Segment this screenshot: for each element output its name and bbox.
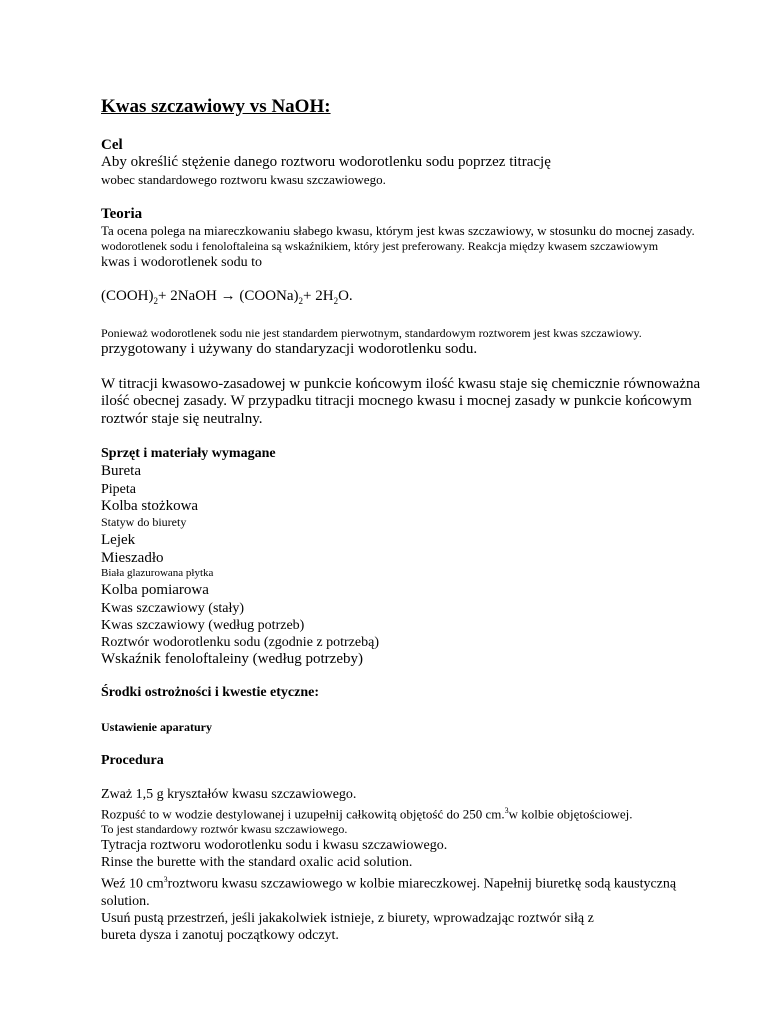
list-item: Pipeta	[101, 481, 136, 497]
eq-part-c: + 2H	[303, 287, 334, 304]
teoria-p2-line-2: przygotowany i używany do standaryzacji wodorotlenku sodu.	[101, 341, 478, 357]
list-item: Roztwór wodorotlenku sodu (zgodnie z potrzebą)	[101, 634, 379, 650]
section-sprzet	[101, 445, 741, 668]
procedura-line-2b: w kolbie objętościowej.	[508, 806, 633, 822]
procedura-line-6a: Weź 10 cm	[101, 876, 164, 892]
document-title: Kwas szczawiowy vs NaOH:	[101, 96, 331, 117]
teoria-p3-line-1: W titracji kwasowo-zasadowej w punkcie końcowym ilość kwasu staje się chemicznie równoważna	[101, 375, 701, 392]
procedura-line-7: solution.	[101, 893, 150, 909]
procedura-line-3: To jest standardowy roztwór kwasu szczawiowego.	[101, 822, 348, 837]
cel-heading: Cel	[101, 137, 123, 153]
teoria-heading: Teoria	[101, 205, 143, 222]
eq-part-b: + 2NaOH → (COONa)	[158, 287, 299, 304]
procedura-line-6b: roztworu kwasu szczawiowego w kolbie miareczkowej. Napełnij biuretkę sodą kaustyczną	[167, 876, 677, 892]
teoria-line-2: wodorotlenek sodu i fenoloftaleina są wskaźnikiem, który jest preferowany. Reakcja między kwasem szczawiowym	[101, 238, 659, 253]
teoria-p3-line-3: roztwór staje się neutralny.	[101, 410, 263, 427]
document-page	[101, 96, 741, 944]
cel-line-2: wobec standardowego roztworu kwasu szczawiowego.	[101, 171, 386, 187]
teoria-line-3: kwas i wodorotlenek sodu to	[101, 254, 262, 270]
eq-sub-1: 2	[153, 295, 158, 306]
list-item: Kolba pomiarowa	[101, 582, 209, 598]
section-cel	[101, 136, 741, 188]
list-item: Kwas szczawiowy (stały)	[101, 600, 245, 616]
list-item: Wskaźnik fenoloftaleiny (według potrzeby)	[101, 650, 363, 667]
srodki-heading: Środki ostrożności i kwestie etyczne:	[101, 685, 320, 700]
list-item: Biała glazurowana płytka	[101, 567, 214, 579]
ustawienie-heading: Ustawienie aparatury	[101, 720, 212, 734]
procedura-line-4: Tytracja roztworu wodorotlenku sodu i kwasu szczawiowego.	[101, 838, 448, 854]
list-item: Statyw do biurety	[101, 515, 187, 529]
teoria-line-1: Ta ocena polega na miareczkowaniu słabego kwasu, którym jest kwas szczawiowy, w stosunku do mocnej zasady.	[101, 222, 695, 238]
procedura-line-6-sup: 3	[163, 875, 168, 885]
list-item: Bureta	[101, 463, 141, 479]
list-item: Kwas szczawiowy (według potrzeb)	[101, 617, 305, 633]
cel-line-1: Aby określić stężenie danego roztworu wodorotlenku sodu poprzez titrację	[101, 154, 551, 170]
procedura-heading: Procedura	[101, 753, 164, 768]
procedura-line-5: Rinse the burette with the standard oxalic acid solution.	[101, 855, 413, 871]
reaction-equation	[101, 288, 741, 311]
list-item: Kolba stożkowa	[101, 497, 199, 514]
teoria-p2-line-1: Ponieważ wodorotlenek sodu nie jest standardem pierwotnym, standardowym roztworem jest kwas szczawiowy.	[101, 326, 642, 340]
procedura-line-8: Usuń pustą przestrzeń, jeśli jakakolwiek istnieje, z biurety, wprowadzając roztwór siłą z	[101, 910, 594, 926]
procedura-line-2a: Rozpuść to w wodzie destylowanej i uzupełnij całkowitą objętość do 250 cm.	[101, 806, 505, 822]
procedura-line-2-sup: 3	[504, 806, 509, 815]
procedura-line-6	[101, 871, 741, 893]
procedura-line-9: bureta dysza i zanotuj początkowy odczyt.	[101, 927, 339, 943]
list-item: Lejek	[101, 532, 136, 548]
sprzet-heading: Sprzęt i materiały wymagane	[101, 446, 276, 461]
procedura-line-1: Zważ 1,5 g kryształów kwasu szczawiowego.	[101, 787, 357, 802]
eq-part-d: O.	[338, 287, 353, 304]
section-procedura	[101, 752, 741, 944]
eq-sub-2: 2	[298, 295, 304, 306]
procedura-line-2	[101, 803, 741, 822]
section-teoria	[101, 205, 741, 429]
list-item: Mieszadło	[101, 549, 164, 566]
eq-sub-3: 2	[333, 295, 339, 306]
eq-part-a: (COOH)	[101, 287, 154, 304]
teoria-p3-line-2: ilość obecnej zasady. W przypadku titracji mocnego kwasu i mocnej zasady w punkcie końcowym	[101, 393, 692, 409]
